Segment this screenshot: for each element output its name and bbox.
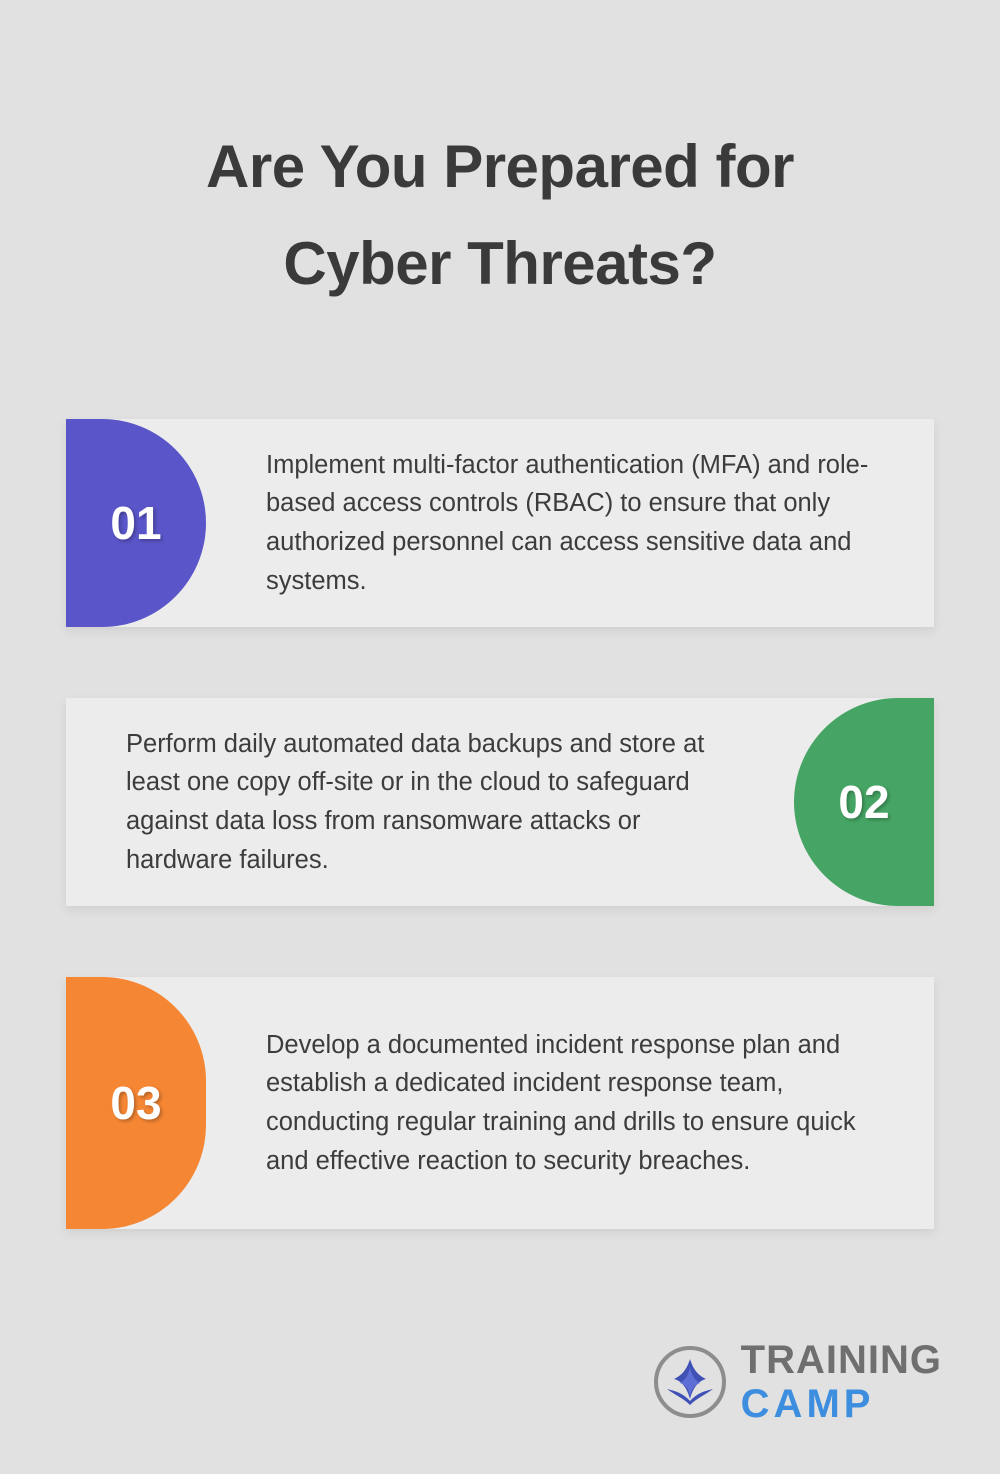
brand-word-camp: CAMP (740, 1382, 875, 1426)
page-title (90, 118, 910, 312)
tip-number-badge-01 (66, 419, 206, 627)
tip-text-03: Develop a documented incident response plan and establish a dedicated incident response team, conducting regular training and drills to ensure quick and effective reaction to security breaches. (266, 1030, 856, 1175)
training-camp-emblem-icon (653, 1345, 727, 1419)
tip-card-03 (66, 977, 934, 1229)
tip-number-label-02: 02 (838, 776, 890, 828)
tip-text-02: Perform daily automated data backups and store at least one copy off-site or in the cloud to safeguard against data loss from ransomware attacks or hardware failures. (126, 729, 705, 874)
page-title-line-1: Are You Prepared for (206, 133, 794, 200)
brand-word-training: TRAINING (740, 1338, 942, 1382)
tip-card-01 (66, 419, 934, 627)
tip-card-02 (66, 698, 934, 906)
tip-number-badge-02 (794, 698, 934, 906)
tip-number-label-03: 03 (110, 1077, 162, 1129)
brand-logo-wordmark (741, 1340, 942, 1424)
tip-number-label-01: 01 (110, 497, 162, 549)
tip-text-01: Implement multi-factor authentication (MFA) and role-based access controls (RBAC) to ensure that only authorized personnel can access sensitive data and systems. (266, 450, 869, 595)
brand-logo (653, 1340, 942, 1424)
page-title-line-2: Cyber Threats? (283, 230, 717, 298)
tip-number-badge-03 (66, 977, 206, 1229)
